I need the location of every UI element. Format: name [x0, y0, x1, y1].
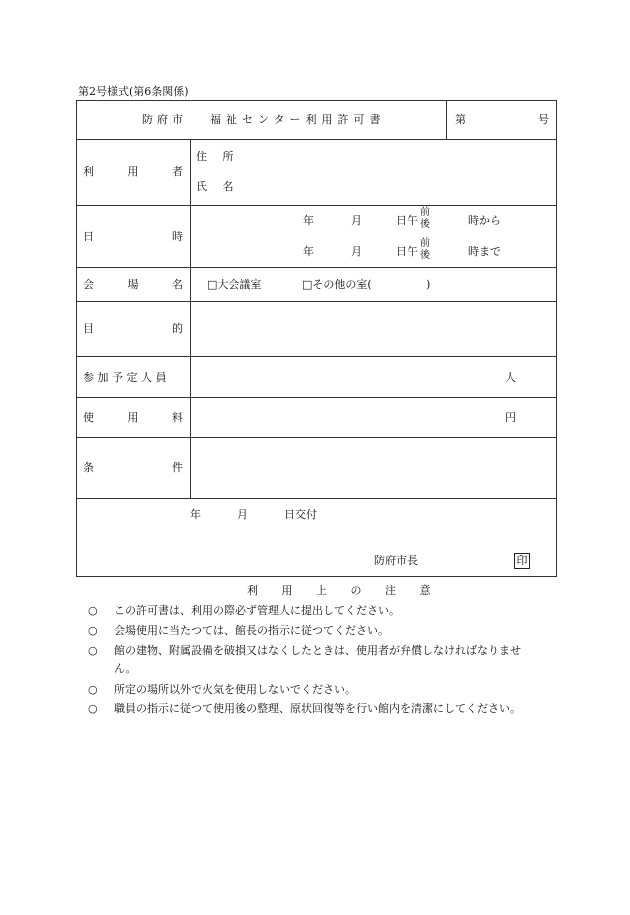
attendees-unit: 人	[505, 371, 516, 384]
address-label: 住 所	[196, 150, 240, 163]
note-item: ○ 所定の場所以外で火気を使用しないでください。	[88, 683, 356, 696]
user-label: 利 用 者	[83, 165, 183, 178]
purpose-label: 目 的	[83, 322, 183, 335]
end-time-suffix: 時まで	[468, 245, 501, 258]
document-title: 福祉センター利用許可書	[210, 113, 386, 126]
bullet-icon: ○	[88, 624, 98, 637]
start-ampm-stack: 前 後	[420, 207, 430, 230]
start-month: 月	[351, 214, 362, 227]
end-year: 年	[303, 245, 314, 258]
datetime-label: 日 時	[83, 230, 183, 243]
attendees-label: 参 加 予 定 人 員	[83, 371, 167, 384]
note-item: ○ この許可書は、利用の際必ず管理人に提出してください。	[88, 604, 400, 617]
venue-option-close-paren: )	[426, 278, 431, 291]
venue-option-main-hall[interactable]: □大会議室	[207, 278, 262, 291]
row-separator	[76, 267, 557, 268]
issue-month: 月	[237, 508, 248, 521]
end-month: 月	[351, 245, 362, 258]
header-divider	[446, 100, 447, 140]
start-year: 年	[303, 214, 314, 227]
bullet-icon: ○	[88, 604, 98, 617]
notes-heading: 利 用 上 の 注 意	[247, 584, 441, 597]
row-separator	[76, 498, 557, 499]
start-time-suffix: 時から	[468, 214, 501, 227]
issue-day: 日交付	[284, 508, 317, 521]
fee-unit: 円	[505, 411, 516, 424]
note-item: ○ 会場使用に当たつては、館長の指示に従つてください。	[88, 624, 389, 637]
note-item: ○ 職員の指示に従つて使用後の整理、原状回復等を行い館内を清潔にしてください。	[88, 702, 521, 715]
issue-year: 年	[190, 508, 201, 521]
bullet-icon: ○	[88, 683, 98, 696]
start-day-ampm: 日午	[396, 214, 418, 227]
bullet-icon: ○	[88, 644, 98, 657]
issuer-label: 防府市	[142, 113, 187, 126]
signer: 防府市長	[374, 554, 418, 567]
row-separator	[76, 301, 557, 302]
seal-stamp: 印	[514, 553, 530, 569]
number-prefix: 第	[455, 113, 466, 126]
label-column-divider	[190, 139, 191, 498]
row-separator	[76, 205, 557, 206]
name-label: 氏 名	[196, 180, 240, 193]
venue-label: 会 場 名	[83, 278, 183, 291]
end-ampm-stack: 前 後	[420, 238, 430, 261]
end-day-ampm: 日午	[396, 245, 418, 258]
row-separator	[76, 437, 557, 438]
conditions-label: 条 件	[83, 461, 183, 474]
row-separator	[76, 397, 557, 398]
row-separator	[76, 356, 557, 357]
fee-label: 使 用 料	[83, 411, 183, 424]
venue-option-other-room[interactable]: □その他の室(	[302, 278, 372, 291]
bullet-icon: ○	[88, 702, 98, 715]
number-suffix: 号	[538, 113, 549, 126]
form-number: 第2号様式(第6条関係)	[78, 85, 189, 98]
note-item-continuation: ん。	[114, 662, 137, 675]
note-item: ○ 館の建物、附属設備を破損又はなくしたときは、使用者が弁償しなければなりませ	[88, 644, 521, 657]
